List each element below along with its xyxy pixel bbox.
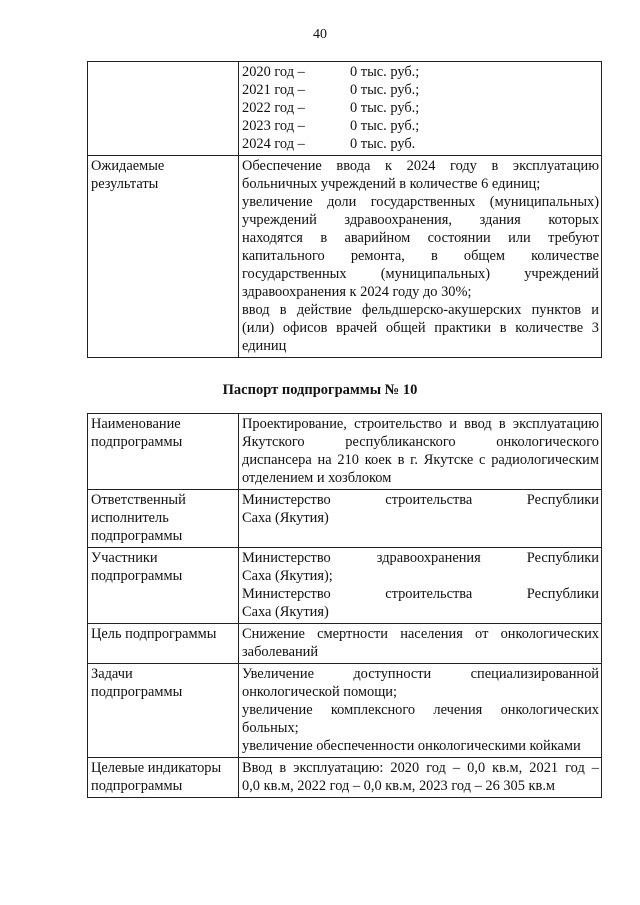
label-line: подпрограммы [91,778,183,794]
tasks-text [239,664,602,758]
financing-year: 2024 год – [242,136,305,152]
name-text [239,414,602,490]
financing-amount: 0 тыс. руб. [350,136,416,152]
label-line: Ожидаемые [91,158,165,174]
name-row [88,414,602,490]
tasks-label [88,664,239,758]
responsible-label [88,490,239,548]
financing-amount: 0 тыс. руб.; [350,82,420,98]
label-line: подпрограммы [91,568,183,584]
text-line: Саха (Якутия); [242,568,333,584]
label-line: Задачи [91,666,133,682]
financing-label-cell [88,62,239,156]
text-line: увеличение доли государственных (муниципальных) [242,194,599,210]
financing-line [242,117,599,135]
text-line: Якутского республиканского онкологического [242,434,599,450]
participants-row [88,548,602,624]
financing-year: 2020 год – [242,64,305,80]
text-line: капитального ремонта, в общем количестве [242,248,599,264]
financing-line [242,99,599,117]
text-line: Увеличение доступности специализированной [242,666,599,682]
text-line: 0,0 кв.м, 2022 год – 0,0 кв.м, 2023 год – 26 305 кв.м [242,778,556,794]
text-line: ввод в действие фельдшерско-акушерских пунктов и [242,302,599,318]
participants-text [239,548,602,624]
text-line: увеличение обеспеченности онкологическими койками [242,738,581,754]
text-line: Министерство здравоохранения Республики [242,550,599,566]
text-line: отделением и хозблоком [242,470,392,486]
financing-cell [239,62,602,156]
label-line: Наименование [91,416,181,432]
indicators-text [239,758,602,798]
text-line: здравоохранения к 2024 году до 30%; [242,284,472,300]
text-line: Снижение смертности населения от онкологических [242,626,599,642]
text-line: больных; [242,720,299,736]
text-line: диспансера на 210 коек в г. Якутске с радиологическим [242,452,599,468]
responsible-row [88,490,602,548]
participants-label [88,548,239,624]
text-line: находятся в аварийном состоянии или требуют [242,230,599,246]
label-line: исполнитель [91,510,169,526]
financing-amount: 0 тыс. руб.; [350,64,420,80]
label-line: результаты [91,176,159,192]
text-line: (или) офисов врачей общей практики в количестве 3 [242,320,599,336]
indicators-row [88,758,602,798]
program-passport-table-continued [87,61,602,358]
label-line: подпрограммы [91,684,183,700]
goal-label [88,624,239,664]
text-line: увеличение комплексного лечения онкологических [242,702,599,718]
financing-amount: 0 тыс. руб.; [350,118,420,134]
expected-results-text [239,156,602,358]
text-line: Министерство строительства Республики [242,586,599,602]
financing-year: 2022 год – [242,100,305,116]
text-line: государственных (муниципальных) учреждений [242,266,599,282]
text-line: Саха (Якутия) [242,510,329,526]
label-line: подпрограммы [91,434,183,450]
text-line: больничных учреждений в количестве 6 единиц; [242,176,541,192]
goal-row [88,624,602,664]
label-line: Целевые индикаторы [91,760,222,776]
text-line: Обеспечение ввода к 2024 году в эксплуатацию [242,158,599,174]
financing-line [242,135,599,153]
tasks-row [88,664,602,758]
text-line: заболеваний [242,644,319,660]
financing-line [242,81,599,99]
goal-text [239,624,602,664]
label-line: Ответственный [91,492,186,508]
text-line: Министерство строительства Республики [242,492,599,508]
name-label [88,414,239,490]
label-line: Участники [91,550,158,566]
indicators-label [88,758,239,798]
expected-results-label [88,156,239,358]
label-line: подпрограммы [91,528,183,544]
financing-amount: 0 тыс. руб.; [350,100,420,116]
section-title: Паспорт подпрограммы № 10 [222,382,418,398]
financing-line [242,63,599,81]
text-line: учреждений здравоохранения, здания которых [242,212,599,228]
financing-year: 2023 год – [242,118,305,134]
page-number: 40 [313,27,327,42]
label-line: Цель подпрограммы [91,626,217,642]
expected-results-row [88,156,602,358]
text-line: онкологической помощи; [242,684,397,700]
subprogram-passport-table [87,413,602,798]
responsible-text [239,490,602,548]
text-line: единиц [242,338,287,354]
financing-row [88,62,602,156]
text-line: Саха (Якутия) [242,604,329,620]
text-line: Проектирование, строительство и ввод в эксплуатацию [242,416,599,432]
text-line: Ввод в эксплуатацию: 2020 год – 0,0 кв.м, 2021 год – [242,760,599,776]
financing-year: 2021 год – [242,82,305,98]
